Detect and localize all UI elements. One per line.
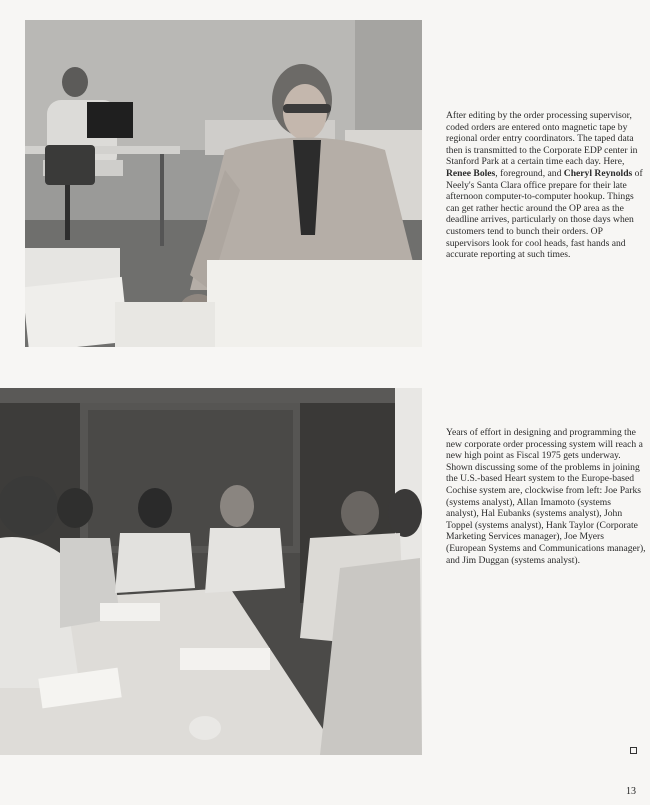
caption-top-text-1: After editing by the order processing supervisor, coded orders are entered onto magnetic tape by regional order entry coordinators. The taped data then is transmitted to the Corporate EDP center in Stanford Park at a certain time each day. Here, (446, 110, 638, 168)
caption-top-name-cheryl: Cheryl Reynolds (563, 167, 633, 179)
page-number: 13 (626, 786, 636, 797)
caption-top-name-renee: Renee Boles (446, 167, 496, 179)
caption-top-text-3: of Neely's Santa Clara office prepare for their late afternoon computer-to-computer hookup. Things can get rather hectic around the OP area as the deadline arrives, particularly on those days when customers tend to bunch their orders. OP supervisors look for cool heads, fast hands and accurate reporting at such times. (446, 167, 643, 261)
caption-top-text-2: , foreground, and (495, 167, 564, 179)
photo-systems-meeting (0, 388, 422, 755)
photo-order-processing (25, 20, 422, 347)
end-of-article-mark (630, 747, 637, 754)
caption-bottom: Years of effort in designing and programming the new corporate order processing system will reach a new high point as Fiscal 1975 gets underway. Shown discussing some of the problems in joining the U.S.-based Heart system to the Europe-based Cochise system are, clockwise from left: Joe Parks (systems analyst), Allan Imamoto (systems analyst), Hal Eubanks (systems analyst), John Toppel (systems analyst), Hank Taylor (Corporate Marketing Services manager), Joe Myers (European Systems and Communications manager), and Jim Duggan (systems analyst). (446, 427, 646, 566)
caption-top (446, 110, 646, 261)
